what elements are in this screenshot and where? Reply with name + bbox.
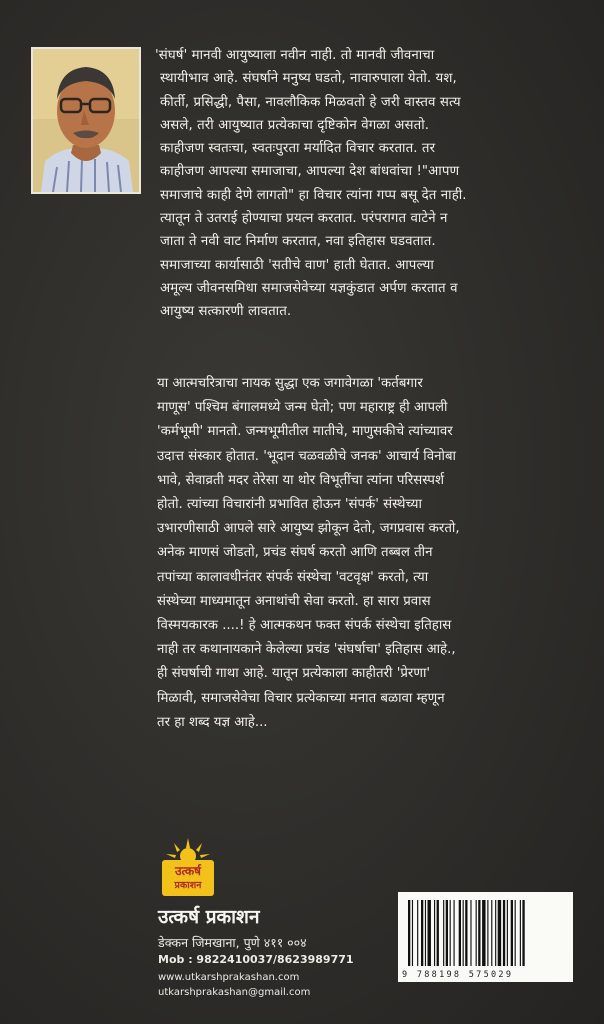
blurb-line: अमूल्य जीवनसमिधा समाजसेवेच्या यज्ञकुंडात अर्पण करतात व	[160, 280, 458, 296]
blurb-line: तपांच्या कालावधीनंतर संपर्क संस्थेचा 'वटवृक्ष' करतो, त्या	[157, 569, 429, 585]
author-photo	[31, 47, 141, 194]
blurb-line: काहीजण स्वतःचा, स्वतःपुरता मर्यादित विचार करतात. तर	[160, 141, 436, 157]
blurb-line: उदात्त संस्कार होतात. 'भूदान चळवळीचे जनक' आचार्य विनोबा	[157, 448, 456, 464]
blurb-intro	[155, 44, 570, 324]
blurb-line: जाता ते नवी वाट निर्माण करतात, नवा इतिहास घडवतात.	[160, 234, 436, 250]
blurb-line: असले, तरी आयुष्यात प्रत्येकाचा दृष्टिकोन वेगळा असतो.	[160, 117, 430, 133]
publisher-website: www.utkarshprakashan.com	[158, 972, 300, 983]
blurb-line: काहीजण आपल्या समाजाचा, आपल्या देश बांधवांचा !"आपण	[160, 164, 460, 180]
blurb-line: संस्थेच्या माध्यमातून अनाथांची सेवा करतो. हा सारा प्रवास	[157, 593, 431, 609]
barcode-icon	[398, 892, 573, 982]
logo-line1: उत्कर्ष	[175, 864, 201, 878]
blurb-line: 'कर्मभूमी' मानतो. जन्मभूमीतील मातीचे, माणुसकीचे त्यांच्यावर	[157, 424, 453, 440]
author-portrait-icon	[33, 49, 139, 192]
blurb-line: नाही तर कथानायकाने केलेल्या प्रचंड 'संघर्षाचा' इतिहास आहे.,	[157, 642, 456, 658]
blurb-line: उभारणीसाठी आपले सारे आयुष्य झोकून देतो, जगप्रवास करतो,	[157, 521, 460, 537]
blurb-line: मिळावी, समाजसेवेचा विचार प्रत्येकाच्या मनात बळावा म्हणून	[157, 690, 445, 706]
publisher-name: उत्कर्ष प्रकाशन	[158, 906, 260, 928]
publisher-address: डेक्कन जिमखाना, पुणे ४११ ००४	[158, 935, 307, 950]
blurb-line: त्यातून ते उतराई होण्याचा प्रयत्न करतात. परंपरागत वाटेने न	[160, 211, 448, 227]
blurb-body	[157, 372, 575, 735]
blurb-line: विस्मयकारक ....! हे आत्मकथन फक्त संपर्क संस्थेचा इतिहास	[157, 618, 452, 634]
blurb-line: समाजाच्या कार्यासाठी 'सतीचे वाण' हाती घेतात. आपल्या	[160, 257, 434, 273]
blurb-line: अनेक माणसं जोडतो, प्रचंड संघर्ष करतो आणि तब्बल तीन	[157, 545, 433, 561]
logo-line2: प्रकाशन	[174, 880, 202, 891]
publisher-email: utkarshprakashan@gmail.com	[158, 987, 311, 998]
blurb-line: समाजाचे काही देणे लागतो" हा विचार त्यांना गप्प बसू देत नाही.	[160, 187, 467, 203]
blurb-line: स्थायीभाव आहे. संघर्षाने मनुष्य घडतो, नावारुपाला येतो. यश,	[160, 71, 457, 87]
publisher-mobile: Mob : 9822410037/8623989771	[158, 953, 354, 966]
blurb-line: होतो. त्यांच्या विचारांनी प्रभावित होऊन 'संपर्क' संस्थेच्या	[157, 497, 422, 513]
blurb-line: तर हा शब्द यज्ञ आहे...	[157, 714, 268, 730]
blurb-line: 'संघर्ष' मानवी आयुष्याला नवीन नाही. तो मानवी जीवनाचा	[155, 48, 435, 63]
publisher-logo	[160, 836, 216, 898]
isbn-barcode	[398, 892, 573, 982]
blurb-line: या आत्मचरित्राचा नायक सुद्धा एक जगावेगळा 'कर्तबगार	[157, 376, 423, 391]
blurb-line: माणूस' पश्चिम बंगालमध्ये जन्म घेतो; पण महाराष्ट्र ही आपली	[157, 400, 448, 416]
blurb-line: भावे, सेवाव्रती मदर तेरेसा या थोर विभूतींचा त्यांना परिसस्पर्श	[157, 472, 445, 488]
blurb-line: ही संघर्षाची गाथा आहे. यातून प्रत्येकाला काहीतरी 'प्रेरणा'	[157, 666, 431, 682]
isbn-number: 9 788198 575029	[402, 970, 514, 980]
blurb-line: कीर्ती, प्रसिद्धी, पैसा, नावलौकिक मिळवतो हे जरी वास्तव सत्य	[160, 94, 461, 110]
blurb-line: आयुष्य सत्कारणी लावतात.	[160, 304, 292, 320]
